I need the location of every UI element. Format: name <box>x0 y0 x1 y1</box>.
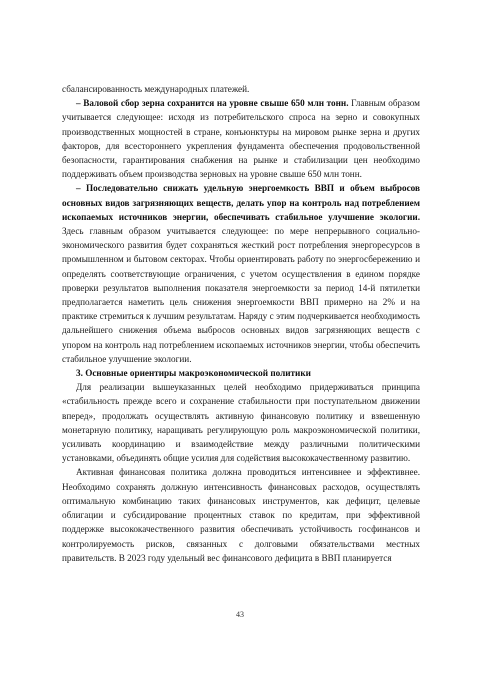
paragraph-energy <box>62 181 420 366</box>
paragraph-1 <box>62 82 420 96</box>
paragraph-stability <box>62 380 420 465</box>
section-heading <box>62 366 420 380</box>
section-heading-text: 3. Основные ориентиры макроэкономической политики <box>76 368 311 379</box>
paragraph-grain-heading: – Валовой сбор зерна сохранится на уровне свыше 650 млн тонн. <box>76 98 349 109</box>
paragraph-1-text: сбалансированность международных платежей. <box>62 84 250 94</box>
page-body <box>62 82 420 565</box>
paragraph-fiscal-text: Активная финансовая политика должна проводиться интенсивнее и эффективнее. Необходимо сохранять должную интенсивность финансовых расходов, осуществлять оптимальную комбинацию таких финансовых инструментов, как дефицит, целевые облигации и субсидирование процентных ставок по кредитам, при эффективной поддержке высококачественного развития обеспечивать устойчивость госфинансов и контролируемость рисков, связанных с долговыми обязательствами местных правительств. В 2023 году удельный вес финансового дефицита в ВВП планируется <box>62 467 420 563</box>
paragraph-grain <box>62 96 420 181</box>
paragraph-fiscal <box>62 465 420 564</box>
page-number: 43 <box>236 610 244 619</box>
paragraph-energy-heading: – Последовательно снижать удельную энергоемкость ВВП и объем выбросов основных видов загрязняющих веществ, делать упор на контроль над потреблением ископаемых источников энергии, обеспечивать стабильное улучшение экологии. <box>62 183 420 222</box>
paragraph-stability-text: Для реализации вышеуказанных целей необходимо придерживаться принципа «стабильность прежде всего и сохранение стабильности при поступательном движении вперед», продолжать осуществлять активную финансовую политику и взвешенную монетарную политику, наращивать регулирующую роль макроэкономической политики, усиливать координацию и взаимодействие между различными политическими установками, объединять общие усилия для содействия высококачественному развитию. <box>62 382 420 464</box>
paragraph-energy-text: Здесь главным образом учитывается следующее: по мере непрерывного социально-экономического развития будет сохраняться жесткий рост потребления энергоресурсов в промышленном и бытовом секторах. Чтобы ориентировать работу по энергосбережению и определять соответствующие ограничения, с учетом осуществления в едином порядке проверки результатов выполнения показателя энергоемкости за период 14-й пятилетки предполагается наметить цель снижения энергоемкости ВВП примерно на 2% и на практике стремиться к лучшим результатам. Наряду с этим подчеркивается необходимость дальнейшего снижения объема выбросов основных видов загрязняющих веществ с упором на контроль над потреблением ископаемых источников энергии, чтобы обеспечить стабильное улучшение экологии. <box>62 226 420 364</box>
paragraph-grain-text: Главным образом учитывается следующее: исходя из потребительского спроса на зерно и совокупных производственных мощностей в стране, конъюнктуры на мировом рынке зерна и других факторов, для всестороннего укрепления фундамента обеспечения продовольственной безопасности, гарантирования снабжения на рынке и стабилизации цен необходимо поддерживать объем производства зерновых на уровне свыше 650 млн тонн. <box>62 98 421 180</box>
